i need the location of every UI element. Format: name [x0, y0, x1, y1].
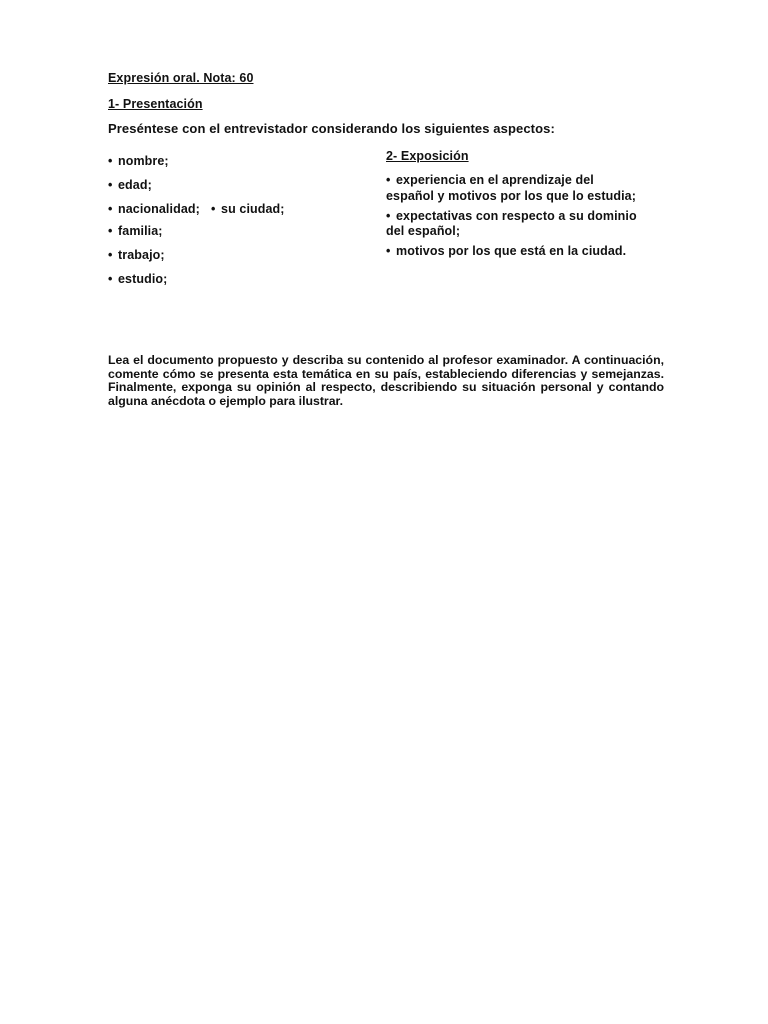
list-item-su-ciudad: su ciudad;: [221, 202, 285, 216]
bullet-icon: •: [108, 224, 113, 238]
list-item-edad: • edad;: [108, 178, 152, 192]
bullet-icon: •: [386, 209, 391, 223]
list-item-trabajo: • trabajo;: [108, 248, 165, 262]
list-item-motivos: • motivos por los que está en la ciudad.: [386, 244, 627, 258]
bullet-icon: •: [211, 202, 216, 216]
list-item-expectativas: • expectativas con respecto a su dominio: [386, 209, 637, 223]
section-2-title: 2- Exposición: [386, 149, 469, 163]
instructions-paragraph: Lea el documento propuesto y describa su contenido al profesor examinador. A continuación, comente cómo se presenta esta temática en su país, estableciendo diferencias y semejanzas. Finalmente, exponga su opinión al respecto, describiendo su situación personal y contando alguna anécdota o ejemplo para ilustrar.: [108, 353, 664, 408]
list-item-experiencia-cont: español y motivos por los que lo estudia;: [386, 189, 636, 203]
section-1-intro: Preséntese con el entrevistador considerando los siguientes aspectos:: [108, 121, 555, 136]
list-item-familia: • familia;: [108, 224, 163, 238]
bullet-icon: •: [108, 248, 113, 262]
section-1-title: 1- Presentación: [108, 97, 203, 111]
bullet-icon: •: [386, 244, 391, 258]
list-item-nombre: • nombre;: [108, 154, 169, 168]
bullet-icon: •: [108, 178, 113, 192]
bullet-icon: •: [108, 272, 113, 286]
list-item-estudio: • estudio;: [108, 272, 168, 286]
list-item-nacionalidad: • nacionalidad; • su ciudad;: [108, 202, 285, 216]
bullet-icon: •: [108, 154, 113, 168]
bullet-icon: •: [386, 173, 391, 187]
list-item-experiencia: • experiencia en el aprendizaje del: [386, 173, 594, 187]
list-item-expectativas-cont: del español;: [386, 224, 461, 238]
bullet-icon: •: [108, 202, 113, 216]
document-heading: Expresión oral. Nota: 60: [108, 71, 254, 85]
